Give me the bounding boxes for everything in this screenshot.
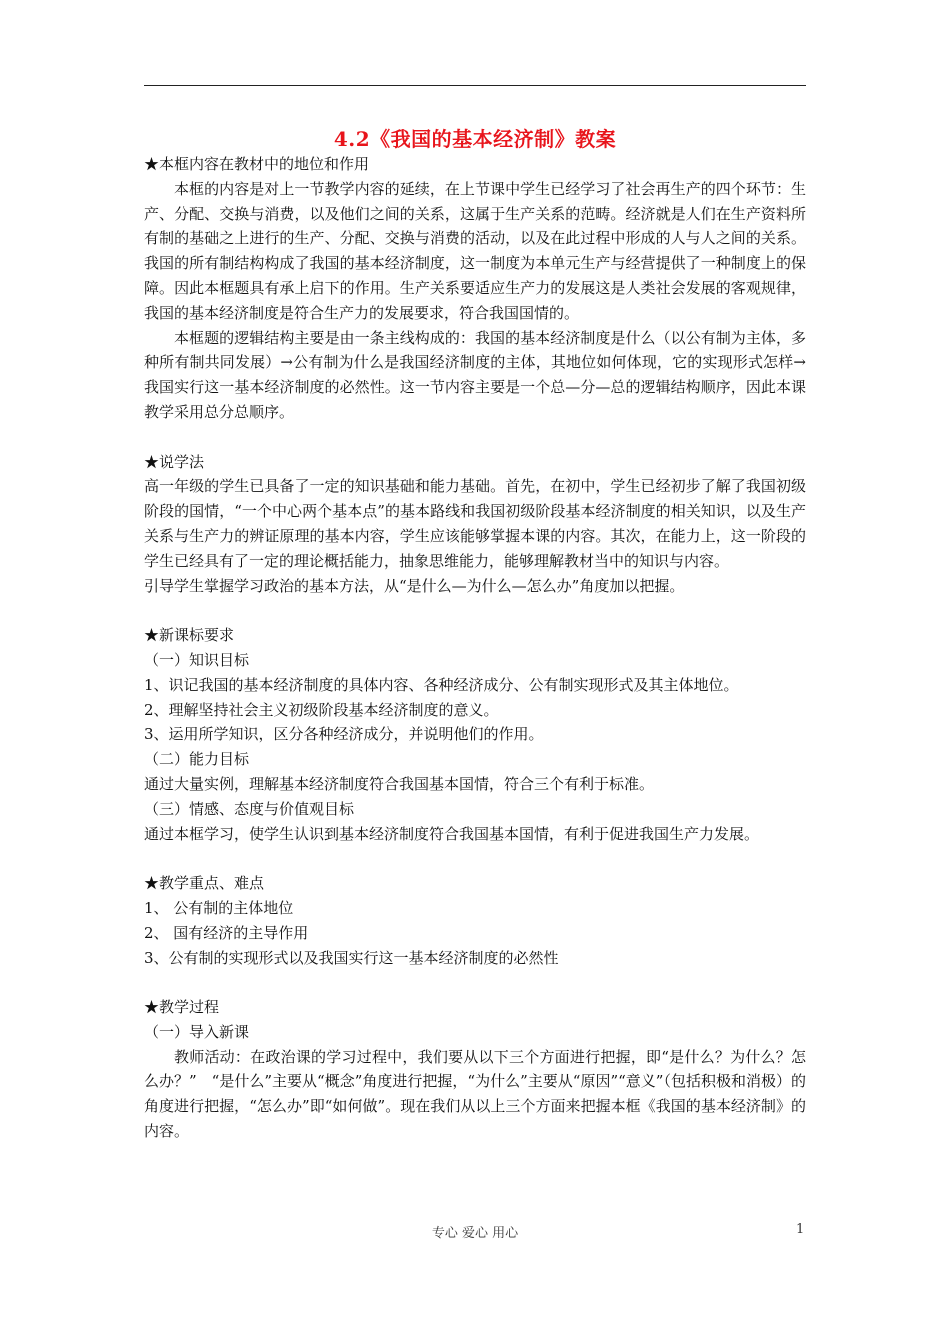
knowledge-item-3: 3、运用所学知识，区分各种经济成分，并说明他们的作用。 (144, 725, 544, 744)
header-rule (144, 85, 806, 86)
section-heading-process: ★教学过程 (144, 998, 220, 1017)
key-point-3: 3、公有制的实现形式以及我国实行这一基本经济制度的必然性 (144, 948, 559, 967)
section-heading-role: ★本框内容在教材中的地位和作用 (144, 155, 370, 173)
section-heading-study-method: ★说学法 (144, 452, 205, 471)
paragraph-intro: 教师活动：在政治课的学习过程中，我们要从以下三个方面进行把握，即“是什么？为什么？怎么办？” “是什么”主要从“概念”角度进行把握，“为什么”主要从“原因”“意义”（包括积极和消极）的角度进行把握，“怎么办”即“如何做”。现在我们从以上三个方面来把握本框《我国的基本经济制》的内容。 (144, 1047, 806, 1141)
emotion-item: 通过本框学习，使学生认识到基本经济制度符合我国基本国情，有利于促进我国生产力发展。 (144, 824, 760, 843)
key-point-2: 2、 国有经济的主导作用 (144, 923, 309, 942)
subheading-ability: （二）能力目标 (144, 750, 250, 769)
paragraph-study-method-2: 引导学生掌握学习政治的基本方法，从“是什么—为什么—怎么办”角度加以把握。 (144, 576, 685, 595)
knowledge-item-1: 1、识记我国的基本经济制度的具体内容、各种经济成分、公有制实现形式及其主体地位。 (144, 675, 739, 694)
section-heading-standards: ★新课标要求 (144, 626, 235, 645)
section-heading-key-points: ★教学重点、难点 (144, 874, 265, 893)
document-body (144, 126, 806, 1144)
footer-motto: 专心 爱心 用心 (431, 1226, 519, 1241)
paragraph-role-2: 本框题的逻辑结构主要是由一条主线构成的：我国的基本经济制度是什么（以公有制为主体，多种所有制共同发展）→公有制为什么是我国经济制度的主体，其地位如何体现，它的实现形式怎样→我国实行这一基本经济制度的必然性。这一节内容主要是一个总—分—总的逻辑结构顺序，因此本课教学采用总分总顺序。 (144, 328, 806, 421)
subheading-knowledge: （一）知识目标 (144, 650, 250, 669)
paragraph-study-method-1: 高一年级的学生已具备了一定的知识基础和能力基础。首先，在初中，学生已经初步了解了我国初级阶段的国情，“一个中心两个基本点”的基本路线和我国初级阶段基本经济制度的相关知识，以及生产关系与生产力的辨证原理的基本内容，学生应该能够掌握本课的内容。其次，在能力上，这一阶段的学生已经具有了一定的理论概括能力，抽象思维能力，能够理解教材当中的知识与内容。 (144, 477, 806, 570)
subheading-emotion: （三）情感、态度与价值观目标 (144, 799, 355, 818)
knowledge-item-2: 2、理解坚持社会主义初级阶段基本经济制度的意义。 (144, 700, 499, 719)
subheading-intro: （一）导入新课 (144, 1022, 250, 1041)
ability-item: 通过大量实例，理解基本经济制度符合我国基本国情，符合三个有利于标准。 (144, 774, 655, 793)
document-title: 4.2《我国的基本经济制》教案 (333, 127, 617, 151)
key-point-1: 1、 公有制的主体地位 (144, 898, 294, 917)
page-number: 1 (796, 1222, 805, 1237)
paragraph-role-1: 本框的内容是对上一节教学内容的延续，在上节课中学生已经学习了社会再生产的四个环节：生产、分配、交换与消费，以及他们之间的关系，这属于生产关系的范畴。经济就是人们在生产资料所有制的基础之上进行的生产、分配、交换与消费的活动，以及在此过程中形成的人与人之间的关系。我国的所有制结构构成了我国的基本经济制度，这一制度为本单元生产与经营提供了一种制度上的保障。因此本框题具有承上启下的作用。生产关系要适应生产力的发展这是人类社会发展的客观规律，我国的基本经济制度是符合生产力的发展要求，符合我国国情的。 (144, 179, 806, 322)
